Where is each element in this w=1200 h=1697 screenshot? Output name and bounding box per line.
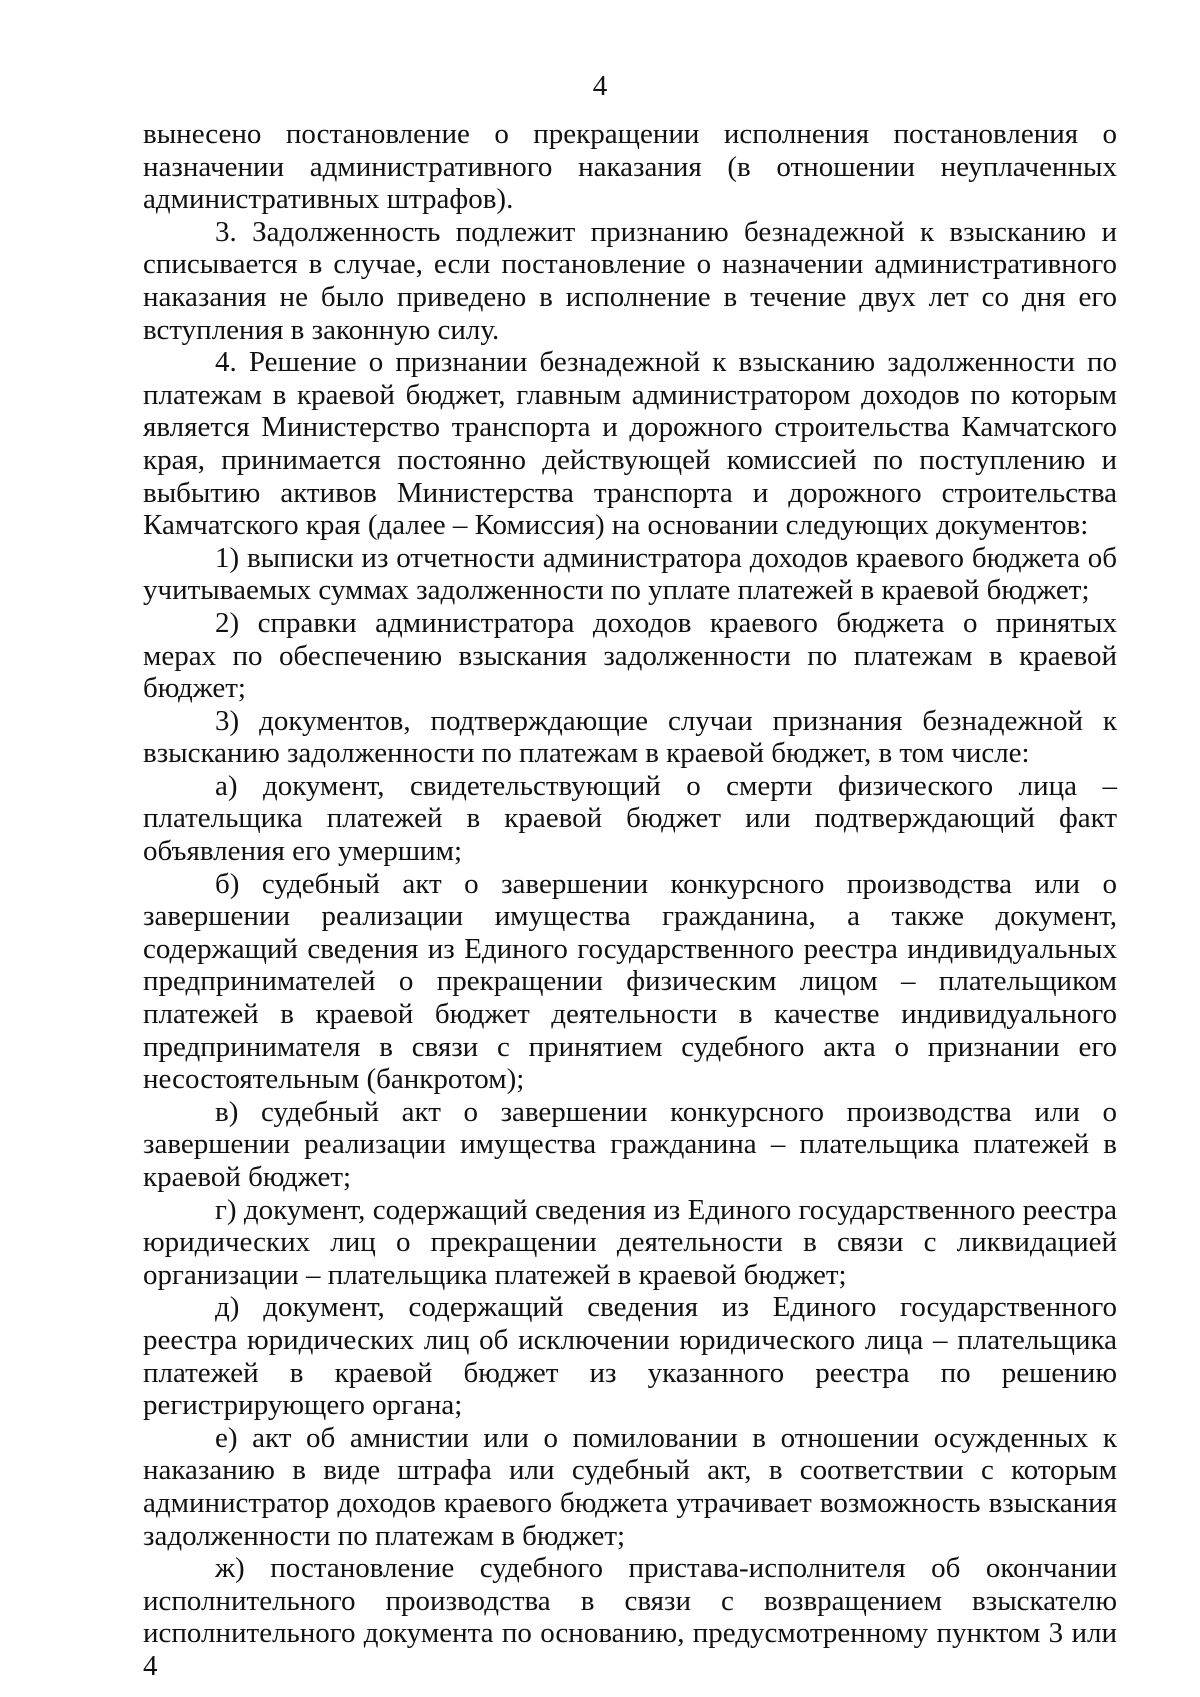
- paragraph-subitem-v: в) судебный акт о завершении конкурсного производства или о завершении реализации имущества гражданина – плательщика платежей в краевой бюджет;: [143, 1095, 1117, 1193]
- document-body: [143, 118, 1117, 1683]
- paragraph-subitem-e: е) акт об амнистии или о помиловании в отношении осужденных к наказанию в виде штрафа или судебный акт, в соответствии с которым администратор доходов краевого бюджета утрачивает возможность взыскания задолженности по платежам в бюджет;: [143, 1421, 1117, 1552]
- paragraph-item-4: 4. Решение о признании безнадежной к взысканию задолженности по платежам в краевой бюджет, главным администратором доходов по которым является Министерство транспорта и дорожного строительства Камчатского края, принимается постоянно действующей комиссией по поступлению и выбытию активов Министерства транспорта и дорожного строительства Камчатского края (далее – Комиссия) на основании следующих документов:: [143, 346, 1117, 542]
- paragraph-subitem-b: б) судебный акт о завершении конкурсного производства или о завершении реализации имущества гражданина, а также документ, содержащий сведения из Единого государственного реестра индивидуальных предпринимателей о прекращении физическим лицом – плательщиком платежей в краевой бюджет деятельности в качестве индивидуального предпринимателя в связи с принятием судебного акта о признании его несостоятельным (банкротом);: [143, 867, 1117, 1096]
- paragraph-subitem-zh: ж) постановление судебного пристава-исполнителя об окончании исполнительного производства в связи с возвращением взыскателю исполнительного документа по основанию, предусмотренному пунктом 3 или 4: [143, 1552, 1117, 1682]
- paragraph-subitem-a: а) документ, свидетельствующий о смерти физического лица – плательщика платежей в краевой бюджет или подтверждающий факт объявления его умершим;: [143, 769, 1117, 868]
- paragraph-item-3: 3. Задолженность подлежит признанию безнадежной к взысканию и списывается в случае, если постановление о назначении административного наказания не было приведено в исполнение в течение двух лет со дня его вступления в законную силу.: [143, 215, 1117, 346]
- paragraph-subitem-g: г) документ, содержащий сведения из Единого государственного реестра юридических лиц о прекращении деятельности в связи с ликвидацией организации – плательщика платежей в краевой бюджет;: [143, 1193, 1117, 1291]
- paragraph-subitem-d: д) документ, содержащий сведения из Единого государственного реестра юридических лиц об исключении юридического лица – плательщика платежей в краевой бюджет из указанного реестра по решению регистрирующего органа;: [143, 1291, 1117, 1422]
- paragraph-subitem-2: 2) справки администратора доходов краевого бюджета о принятых мерах по обеспечению взыскания задолженности по платежам в краевой бюджет;: [143, 606, 1117, 705]
- page-number: 4: [592, 70, 608, 102]
- paragraph-subitem-3: 3) документов, подтверждающие случаи признания безнадежной к взысканию задолженности по платежам в краевой бюджет, в том числе:: [143, 704, 1117, 770]
- paragraph-subitem-1: 1) выписки из отчетности администратора доходов краевого бюджета об учитываемых суммах задолженности по уплате платежей в краевой бюджет;: [143, 541, 1117, 607]
- paragraph-continuation: вынесено постановление о прекращении исполнения постановления о назначении административного наказания (в отношении неуплаченных административных штрафов).: [143, 118, 1117, 216]
